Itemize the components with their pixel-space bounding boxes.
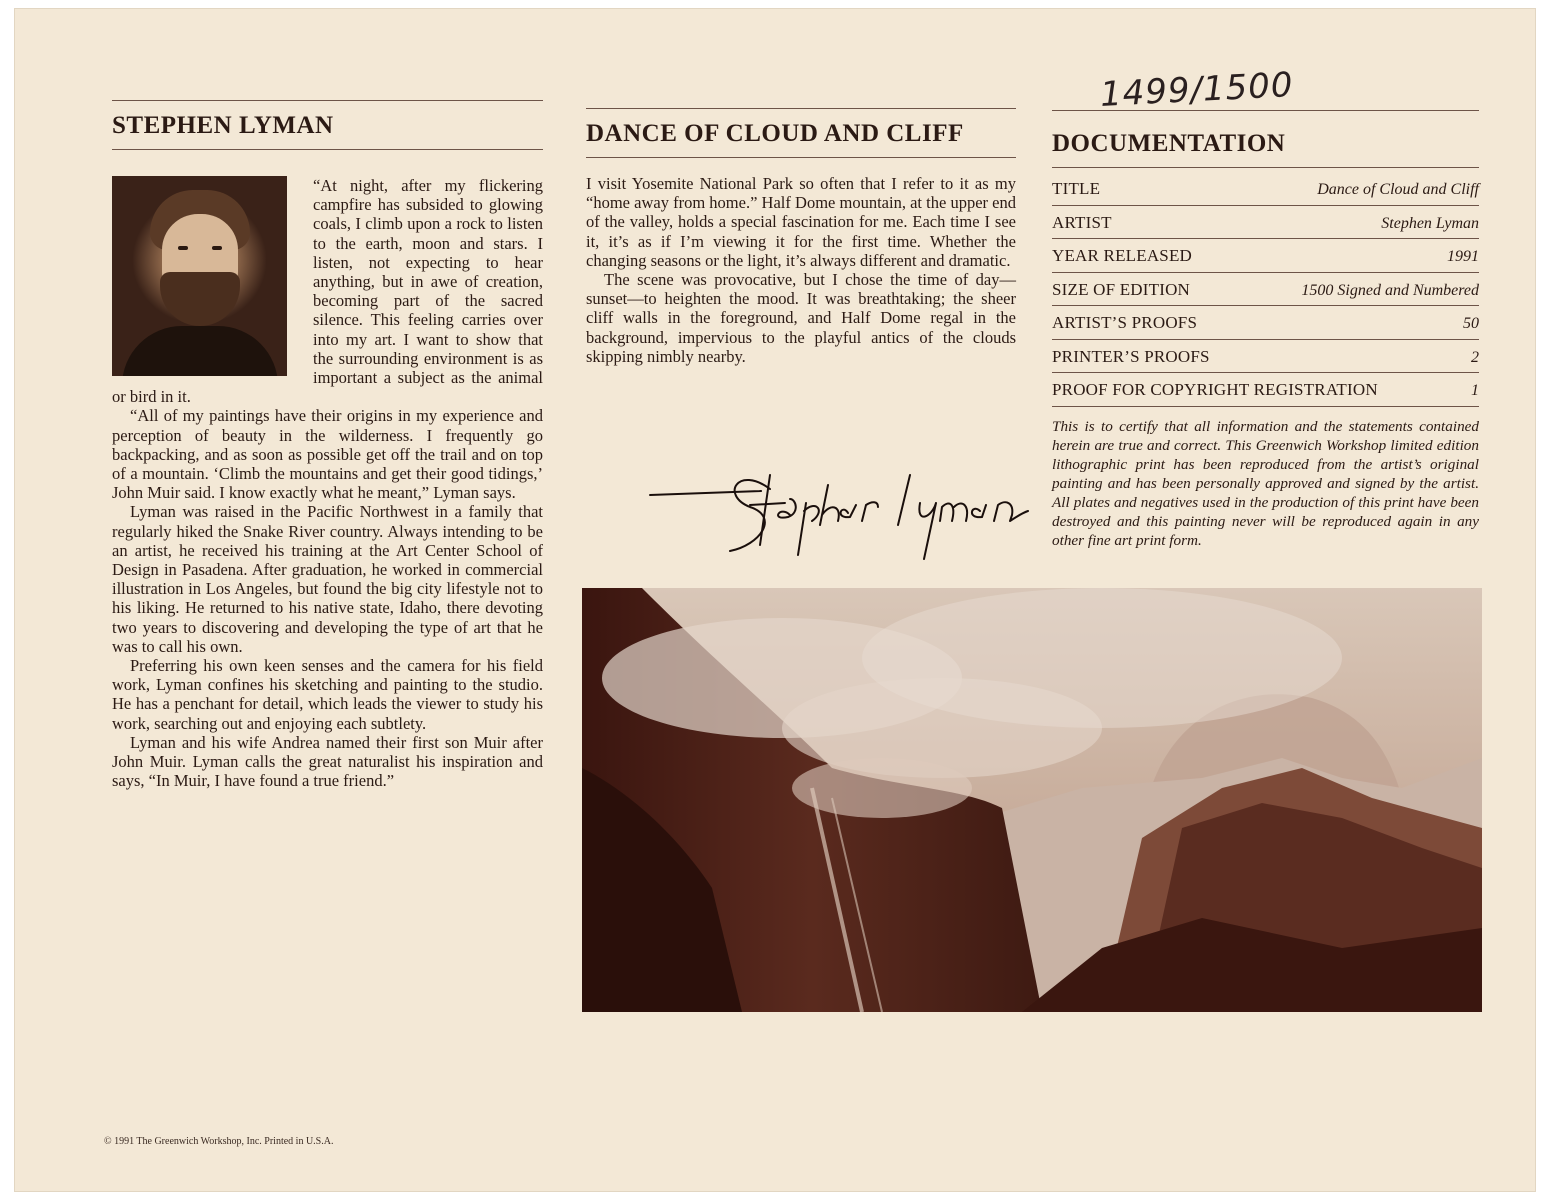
doc-label: PRINTER’S PROOFS <box>1052 346 1210 366</box>
edition-number-text: 1499/1500 <box>1099 64 1295 116</box>
doc-label: PROOF FOR COPYRIGHT REGISTRATION <box>1052 380 1378 399</box>
doc-label: YEAR RELEASED <box>1052 246 1193 265</box>
top-rule <box>1052 110 1479 111</box>
doc-value: Stephen Lyman <box>1381 214 1479 232</box>
heading-rule <box>1052 167 1479 168</box>
doc-label: ARTIST <box>1052 212 1112 232</box>
heading-rule <box>586 157 1016 158</box>
doc-row-printer-proofs <box>1052 340 1479 374</box>
artwork-heading: DANCE OF CLOUD AND CLIFF <box>586 120 964 147</box>
doc-label: TITLE <box>1052 179 1101 198</box>
documentation-heading: DOCUMENTATION <box>1052 130 1286 157</box>
bio-paragraph: Lyman was raised in the Pacific Northwest in a family that regularly hiked the Snake River country. Always intending to be an artist, he received his training at the Art Center School of Design in Pasadena. After graduation, he worked in commercial illustration in Los Angeles, but found the big city lifestyle not to his liking. He returned to his native state, Idaho, there devoting two years to discovering and developing the type of art that he was to call his own. <box>112 502 543 656</box>
doc-row-year <box>1052 239 1479 273</box>
doc-value: 1991 <box>1447 248 1479 265</box>
copyright-footer: © 1991 The Greenwich Workshop, Inc. Printed in U.S.A. <box>104 1136 334 1147</box>
documentation-column <box>1052 110 1479 550</box>
artist-portrait <box>112 176 287 376</box>
bio-text <box>112 176 543 791</box>
top-rule <box>586 108 1016 109</box>
artwork-column <box>586 108 1016 366</box>
doc-label: SIZE OF EDITION <box>1052 279 1191 299</box>
documentation-table <box>1052 172 1479 407</box>
doc-value: 50 <box>1463 315 1479 332</box>
bio-paragraph: “All of my paintings have their origins in my experience and perception of beauty in the wilderness. I frequently go backpacking, and as soon as possible get off the trail and on top of a mountain. ‘Climb the mountains and get their good tidings,’ John Muir said. I know exactly what he meant,” Lyman says. <box>112 406 543 503</box>
doc-row-artist-proofs <box>1052 306 1479 340</box>
top-rule <box>112 100 543 101</box>
artwork-paragraph: I visit Yosemite National Park so often that I refer to it as my “home away from home.” Half Dome mountain, at the upper end of the valley, holds a special fascination for me. Each time I see it, it’s as if I’m viewing it for the first time. Whether the changing seasons or the light, it’s always different and dramatic. <box>586 174 1016 270</box>
doc-row-artist <box>1052 206 1479 240</box>
doc-value: 1500 Signed and Numbered <box>1301 281 1479 299</box>
doc-row-edition-size <box>1052 273 1479 307</box>
doc-value: Dance of Cloud and Cliff <box>1317 181 1479 198</box>
bio-paragraph: Lyman and his wife Andrea named their first son Muir after John Muir. Lyman calls the great naturalist his inspiration and says, “In Muir, I have found a true friend.” <box>112 732 543 791</box>
artwork-image <box>582 588 1482 1012</box>
certification-statement: This is to certify that all information and the statements contained herein are true and correct. This Greenwich Workshop limited edition lithographic print has been reproduced from the artist’s original painting and has been personally approved and signed by the artist. All plates and negatives used in the production of this print have been destroyed and this painting never will be reproduced again in any other fine art print form. <box>1052 417 1479 549</box>
artwork-paragraph: The scene was provocative, but I chose the time of day—sunset—to heighten the mood. It was breathtaking; the sheer cliff walls in the foreground, and Half Dome regal in the background, impervious to the playful antics of the clouds skipping nimbly nearby. <box>586 270 1016 366</box>
heading-rule <box>112 149 543 150</box>
bio-paragraph: “At night, after my flickering campfire has subsided to glowing coals, I climb upon a rock to listen to the earth, moon and stars. I listen, not expecting to hear anything, but in awe of creation, becoming part of the sacred silence. This feeling carries over into my art. I want to show that the surrounding environment is as important a subject as the animal or bird in it. <box>112 176 543 407</box>
doc-row-title <box>1052 172 1479 206</box>
bio-paragraph: Preferring his own keen senses and the camera for his field work, Lyman confines his sketching and painting to the studio. He has a penchant for detail, which leads the viewer to study his work, searching out and enjoying each subtlety. <box>112 656 543 733</box>
artist-heading: STEPHEN LYMAN <box>112 112 334 139</box>
artist-signature <box>620 455 1030 575</box>
doc-row-copyright-proof <box>1052 373 1479 407</box>
artist-bio-column <box>112 100 543 791</box>
doc-value: 1 <box>1471 382 1479 399</box>
artwork-text <box>586 174 1016 366</box>
doc-label: ARTIST’S PROOFS <box>1052 313 1198 332</box>
doc-value: 2 <box>1471 348 1479 366</box>
